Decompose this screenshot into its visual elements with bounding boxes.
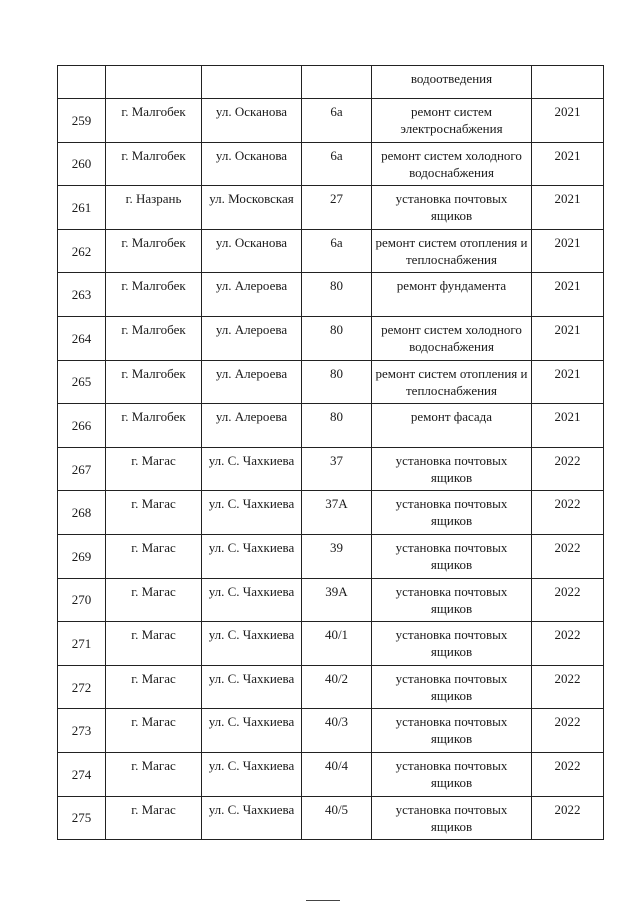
cell-city: г. Малгобек <box>106 404 202 448</box>
cell-street: ул. С. Чахкиева <box>202 534 302 578</box>
table-row <box>58 709 604 753</box>
cell-house: 80 <box>302 404 372 448</box>
cell-house: 40/3 <box>302 709 372 753</box>
table-row <box>58 404 604 448</box>
cell-city: г. Малгобек <box>106 229 202 273</box>
cell-year: 2022 <box>532 665 604 709</box>
table-row <box>58 273 604 317</box>
cell-city: г. Магас <box>106 709 202 753</box>
table-row <box>58 534 604 578</box>
cell-year: 2022 <box>532 752 604 796</box>
cell-street <box>202 66 302 99</box>
cell-house: 6а <box>302 229 372 273</box>
cell-city: г. Малгобек <box>106 99 202 143</box>
cell-no: 260 <box>58 142 106 186</box>
cell-street: ул. С. Чахкиева <box>202 665 302 709</box>
cell-city: г. Магас <box>106 534 202 578</box>
cell-city: г. Магас <box>106 665 202 709</box>
cell-year: 2022 <box>532 491 604 535</box>
cell-work: установка почтовых ящиков <box>372 491 532 535</box>
footer-line <box>306 900 340 901</box>
cell-city: г. Магас <box>106 491 202 535</box>
cell-street: ул. С. Чахкиева <box>202 491 302 535</box>
cell-house: 27 <box>302 186 372 230</box>
cell-year: 2022 <box>532 796 604 840</box>
table-row <box>58 491 604 535</box>
cell-work: ремонт систем электроснабжения <box>372 99 532 143</box>
cell-city: г. Магас <box>106 796 202 840</box>
cell-street: ул. С. Чахкиева <box>202 447 302 491</box>
repair-schedule-table <box>57 65 604 840</box>
cell-no: 274 <box>58 752 106 796</box>
cell-city: г. Малгобек <box>106 142 202 186</box>
cell-work: установка почтовых ящиков <box>372 665 532 709</box>
cell-street: ул. Московская <box>202 186 302 230</box>
cell-no: 259 <box>58 99 106 143</box>
cell-street: ул. Осканова <box>202 142 302 186</box>
cell-no: 275 <box>58 796 106 840</box>
cell-work: водоотведения <box>372 66 532 99</box>
cell-no: 268 <box>58 491 106 535</box>
cell-no: 263 <box>58 273 106 317</box>
cell-city: г. Малгобек <box>106 360 202 404</box>
cell-year: 2022 <box>532 447 604 491</box>
cell-house: 40/5 <box>302 796 372 840</box>
cell-work: ремонт систем холодного водоснабжения <box>372 316 532 360</box>
cell-work: установка почтовых ящиков <box>372 796 532 840</box>
cell-house: 39А <box>302 578 372 622</box>
table-row <box>58 142 604 186</box>
table-row <box>58 229 604 273</box>
cell-house <box>302 66 372 99</box>
cell-no: 271 <box>58 622 106 666</box>
cell-no: 273 <box>58 709 106 753</box>
table-row <box>58 665 604 709</box>
cell-house: 80 <box>302 316 372 360</box>
table-row <box>58 447 604 491</box>
cell-year: 2021 <box>532 186 604 230</box>
cell-house: 80 <box>302 360 372 404</box>
cell-no: 265 <box>58 360 106 404</box>
cell-no: 261 <box>58 186 106 230</box>
cell-house: 40/1 <box>302 622 372 666</box>
cell-street: ул. Алероева <box>202 360 302 404</box>
cell-work: ремонт систем отопления и теплоснабжения <box>372 360 532 404</box>
cell-year: 2022 <box>532 622 604 666</box>
cell-house: 6а <box>302 99 372 143</box>
cell-work: ремонт систем отопления и теплоснабжения <box>372 229 532 273</box>
cell-work: установка почтовых ящиков <box>372 709 532 753</box>
cell-city: г. Магас <box>106 622 202 666</box>
cell-city: г. Малгобек <box>106 273 202 317</box>
table-row <box>58 578 604 622</box>
cell-no <box>58 66 106 99</box>
cell-street: ул. Алероева <box>202 404 302 448</box>
cell-work: ремонт систем холодного водоснабжения <box>372 142 532 186</box>
cell-street: ул. Алероева <box>202 316 302 360</box>
cell-work: установка почтовых ящиков <box>372 622 532 666</box>
cell-work: установка почтовых ящиков <box>372 752 532 796</box>
cell-year: 2021 <box>532 229 604 273</box>
cell-work: установка почтовых ящиков <box>372 186 532 230</box>
table-row <box>58 316 604 360</box>
cell-no: 264 <box>58 316 106 360</box>
cell-year: 2021 <box>532 273 604 317</box>
cell-city: г. Магас <box>106 578 202 622</box>
cell-no: 262 <box>58 229 106 273</box>
cell-house: 40/4 <box>302 752 372 796</box>
cell-house: 39 <box>302 534 372 578</box>
cell-no: 272 <box>58 665 106 709</box>
cell-house: 40/2 <box>302 665 372 709</box>
table-row <box>58 622 604 666</box>
table-row <box>58 752 604 796</box>
cell-work: ремонт фундамента <box>372 273 532 317</box>
cell-house: 80 <box>302 273 372 317</box>
table-row <box>58 360 604 404</box>
cell-street: ул. С. Чахкиева <box>202 796 302 840</box>
cell-street: ул. С. Чахкиева <box>202 709 302 753</box>
cell-city: г. Малгобек <box>106 316 202 360</box>
cell-street: ул. С. Чахкиева <box>202 578 302 622</box>
cell-city <box>106 66 202 99</box>
table-row <box>58 99 604 143</box>
cell-city: г. Магас <box>106 752 202 796</box>
cell-year: 2022 <box>532 709 604 753</box>
cell-no: 269 <box>58 534 106 578</box>
cell-year: 2021 <box>532 316 604 360</box>
cell-city: г. Магас <box>106 447 202 491</box>
cell-city: г. Назрань <box>106 186 202 230</box>
cell-year: 2021 <box>532 360 604 404</box>
cell-street: ул. С. Чахкиева <box>202 622 302 666</box>
cell-house: 37 <box>302 447 372 491</box>
cell-year: 2021 <box>532 404 604 448</box>
cell-work: установка почтовых ящиков <box>372 534 532 578</box>
cell-no: 270 <box>58 578 106 622</box>
cell-no: 266 <box>58 404 106 448</box>
table-body <box>58 66 604 840</box>
cell-year: 2022 <box>532 578 604 622</box>
cell-year <box>532 66 604 99</box>
cell-no: 267 <box>58 447 106 491</box>
cell-year: 2022 <box>532 534 604 578</box>
cell-street: ул. Алероева <box>202 273 302 317</box>
cell-house: 6а <box>302 142 372 186</box>
cell-year: 2021 <box>532 99 604 143</box>
cell-work: установка почтовых ящиков <box>372 578 532 622</box>
cell-house: 37А <box>302 491 372 535</box>
table-row <box>58 796 604 840</box>
table-row-continued <box>58 66 604 99</box>
cell-year: 2021 <box>532 142 604 186</box>
cell-work: ремонт фасада <box>372 404 532 448</box>
cell-work: установка почтовых ящиков <box>372 447 532 491</box>
cell-street: ул. Осканова <box>202 99 302 143</box>
table-row <box>58 186 604 230</box>
cell-street: ул. Осканова <box>202 229 302 273</box>
cell-street: ул. С. Чахкиева <box>202 752 302 796</box>
